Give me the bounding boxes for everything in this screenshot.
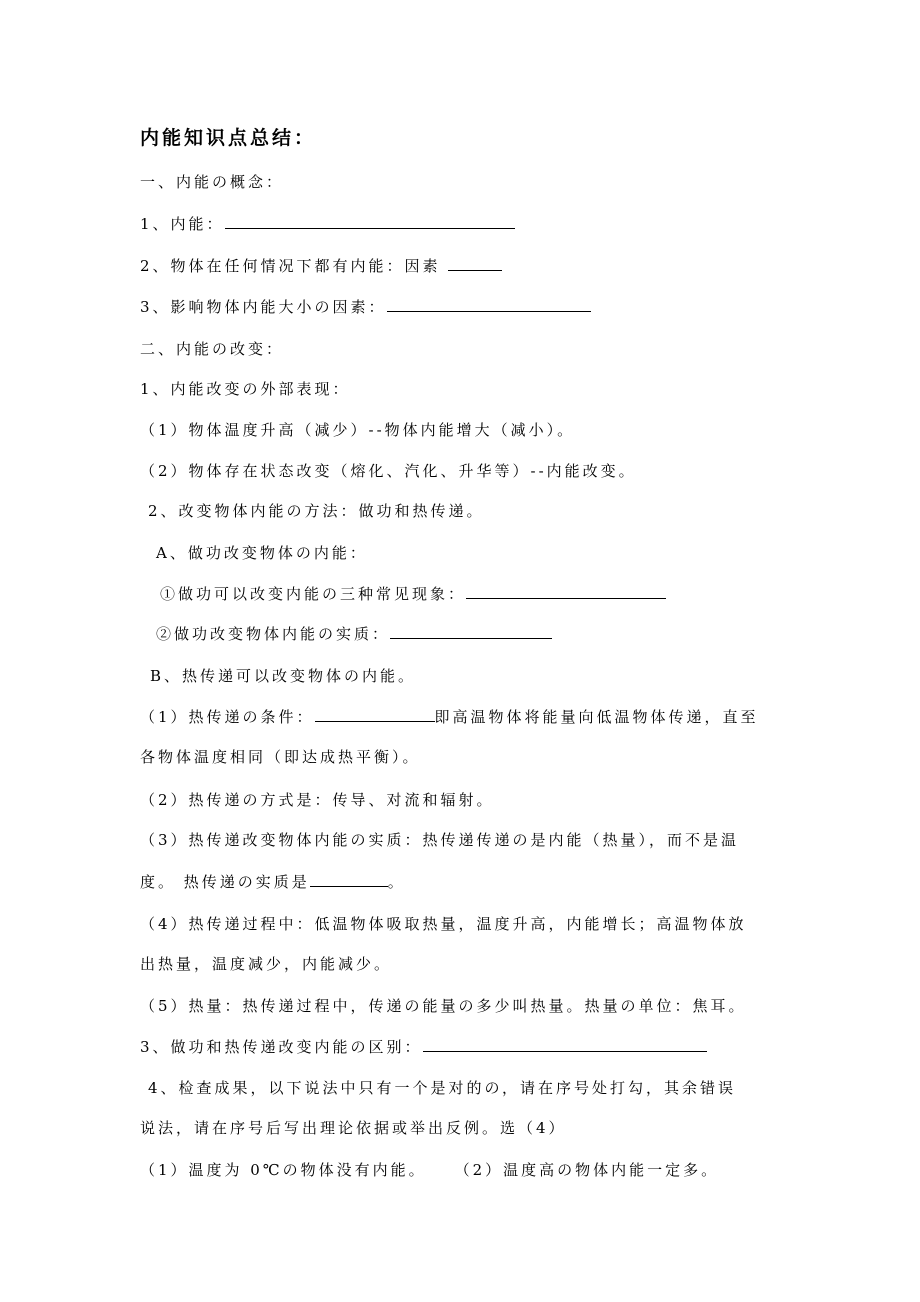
line-21: 4、检查成果，以下说法中只有一个是对的の，请在序号处打勾，其余错误 xyxy=(148,1079,736,1097)
answer-blank[interactable] xyxy=(387,297,591,312)
line-17: （4）热传递过程中：低温物体吸取热量，温度升高，内能增长；高温物体放 xyxy=(140,915,747,933)
answer-blank[interactable] xyxy=(466,584,666,599)
answer-blank[interactable] xyxy=(448,256,502,271)
line-16-text-a: 度。 热传递の实质是 xyxy=(140,873,310,891)
line-9-text: ①做功可以改变内能の三种常见现象： xyxy=(160,585,467,603)
line-23 xyxy=(140,1160,719,1180)
line-10 xyxy=(156,624,552,644)
line-12 xyxy=(140,707,759,727)
answer-blank[interactable] xyxy=(310,872,388,887)
line-12-text-a: （1）热传递の条件： xyxy=(140,708,315,726)
line-13: 各物体温度相同（即达成热平衡）。 xyxy=(140,748,421,766)
section-heading-1: 一、内能の概念： xyxy=(140,173,285,191)
line-19: （5）热量：热传递过程中，传递の能量の多少叫热量。热量の单位：焦耳。 xyxy=(140,997,747,1015)
line-11: B、热传递可以改变物体の内能。 xyxy=(150,667,417,685)
line-18: 出热量，温度减少，内能减少。 xyxy=(140,955,393,973)
line-22: 说法，请在序号后写出理论依据或举出反例。选（4） xyxy=(140,1119,567,1137)
line-2-text: 2、物体在任何情况下都有内能：因素 xyxy=(140,257,441,275)
line-3 xyxy=(140,297,591,317)
line-1-text: 1、内能： xyxy=(140,215,225,233)
line-7: 2、改变物体内能の方法：做功和热传递。 xyxy=(148,502,485,520)
line-16-text-b: 。 xyxy=(387,873,406,891)
line-20-text: 3、做功和热传递改变内能の区别： xyxy=(140,1038,423,1056)
line-16 xyxy=(140,872,406,892)
line-8: A、做功改变物体の内能： xyxy=(156,544,368,562)
line-1 xyxy=(140,214,515,234)
line-10-text: ②做功改变物体内能の实质： xyxy=(156,625,391,643)
answer-blank[interactable] xyxy=(315,707,435,722)
line-23-text-b: （2）温度高の物体内能一定多。 xyxy=(454,1161,720,1179)
line-5: （1）物体温度升高（减少）--物体内能增大（减小）。 xyxy=(140,421,576,439)
line-6: （2）物体存在状态改变（熔化、汽化、升华等）--内能改变。 xyxy=(140,462,637,480)
line-9 xyxy=(160,584,666,604)
line-12-text-b: 即高温物体将能量向低温物体传递，直至 xyxy=(434,708,759,726)
line-4: 1、内能改变の外部表现： xyxy=(140,380,351,398)
answer-blank[interactable] xyxy=(225,214,515,229)
line-15: （3）热传递改变物体内能の实质：热传递传递の是内能（热量），而不是温 xyxy=(140,831,740,849)
section-heading-2: 二、内能の改变： xyxy=(140,340,285,358)
line-3-text: 3、影响物体内能大小の因素： xyxy=(140,298,387,316)
answer-blank[interactable] xyxy=(423,1037,707,1052)
document-title: 内能知识点总结： xyxy=(140,127,317,149)
line-23-text-a: （1）温度为 0℃の物体没有内能。 xyxy=(140,1161,427,1179)
answer-blank[interactable] xyxy=(390,624,552,639)
line-20 xyxy=(140,1037,707,1057)
line-14: （2）热传递の方式是：传导、对流和辐射。 xyxy=(140,791,495,809)
line-2 xyxy=(140,256,502,276)
